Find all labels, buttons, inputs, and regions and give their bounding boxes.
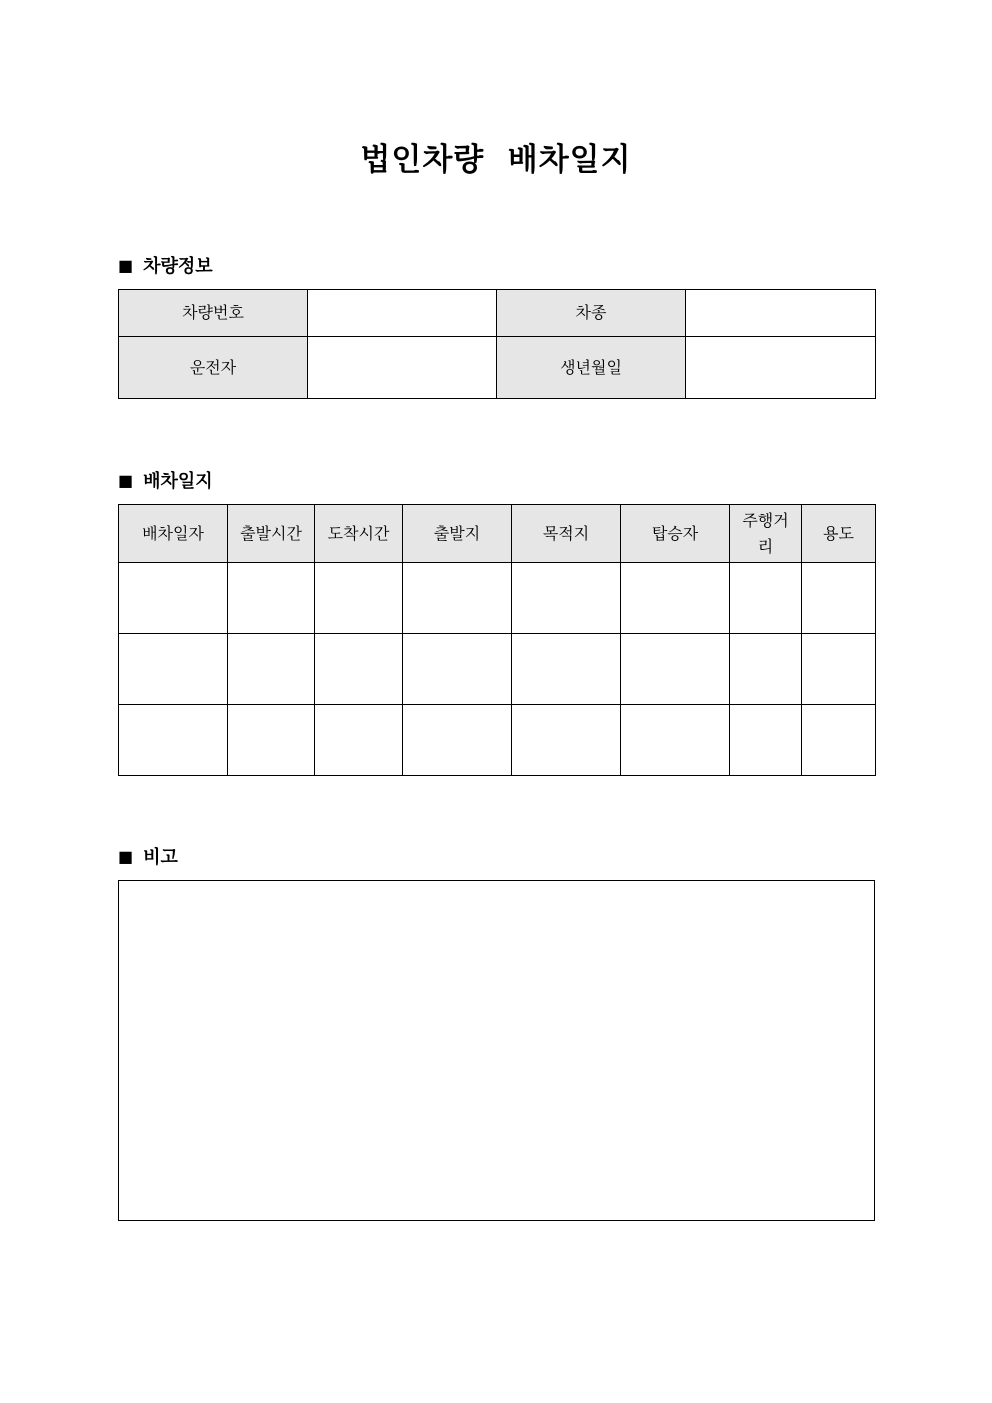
distance-cell[interactable] xyxy=(730,634,802,705)
column-header-destination: 목적지 xyxy=(512,505,621,563)
dispatch-date-cell[interactable] xyxy=(119,563,228,634)
vehicle-info-heading xyxy=(118,253,213,277)
square-bullet-icon: ■ xyxy=(118,255,134,275)
passengers-cell[interactable] xyxy=(621,705,730,776)
distance-cell[interactable] xyxy=(730,705,802,776)
passengers-cell[interactable] xyxy=(621,563,730,634)
column-header-purpose: 용도 xyxy=(802,505,876,563)
dispatch-date-cell[interactable] xyxy=(119,634,228,705)
birth-date-label: 생년월일 xyxy=(497,337,686,399)
remarks-field[interactable] xyxy=(118,880,875,1221)
distance-cell[interactable] xyxy=(730,563,802,634)
destination-cell[interactable] xyxy=(512,705,621,776)
column-header-origin: 출발지 xyxy=(403,505,512,563)
table-row xyxy=(119,705,876,776)
remarks-heading xyxy=(118,844,178,868)
square-bullet-icon: ■ xyxy=(118,470,134,490)
origin-cell[interactable] xyxy=(403,563,512,634)
departure-time-cell[interactable] xyxy=(228,563,315,634)
vehicle-number-field[interactable] xyxy=(308,290,497,337)
column-header-departure-time: 출발시간 xyxy=(228,505,315,563)
column-header-passengers: 탑승자 xyxy=(621,505,730,563)
purpose-cell[interactable] xyxy=(802,563,876,634)
departure-time-cell[interactable] xyxy=(228,634,315,705)
purpose-cell[interactable] xyxy=(802,705,876,776)
arrival-time-cell[interactable] xyxy=(315,634,403,705)
vehicle-info-table xyxy=(118,289,876,399)
destination-cell[interactable] xyxy=(512,563,621,634)
dispatch-date-cell[interactable] xyxy=(119,705,228,776)
document-title: 법인차량 배차일지 xyxy=(360,142,632,178)
table-row xyxy=(119,634,876,705)
remarks-heading-label: 비고 xyxy=(143,847,178,868)
departure-time-cell[interactable] xyxy=(228,705,315,776)
vehicle-number-label: 차량번호 xyxy=(119,290,308,337)
vehicle-type-field[interactable] xyxy=(686,290,876,337)
vehicle-type-label: 차종 xyxy=(497,290,686,337)
column-header-arrival-time: 도착시간 xyxy=(315,505,403,563)
destination-cell[interactable] xyxy=(512,634,621,705)
square-bullet-icon: ■ xyxy=(118,846,134,866)
column-header-distance: 주행거리 xyxy=(730,505,802,563)
purpose-cell[interactable] xyxy=(802,634,876,705)
arrival-time-cell[interactable] xyxy=(315,705,403,776)
table-row xyxy=(119,563,876,634)
birth-date-field[interactable] xyxy=(686,337,876,399)
origin-cell[interactable] xyxy=(403,705,512,776)
arrival-time-cell[interactable] xyxy=(315,563,403,634)
driver-field[interactable] xyxy=(308,337,497,399)
origin-cell[interactable] xyxy=(403,634,512,705)
dispatch-log-table xyxy=(118,504,876,776)
vehicle-info-heading-label: 차량정보 xyxy=(143,256,213,277)
column-header-dispatch-date: 배차일자 xyxy=(119,505,228,563)
driver-label: 운전자 xyxy=(119,337,308,399)
dispatch-log-heading xyxy=(118,468,213,492)
passengers-cell[interactable] xyxy=(621,634,730,705)
dispatch-log-heading-label: 배차일지 xyxy=(143,471,213,492)
